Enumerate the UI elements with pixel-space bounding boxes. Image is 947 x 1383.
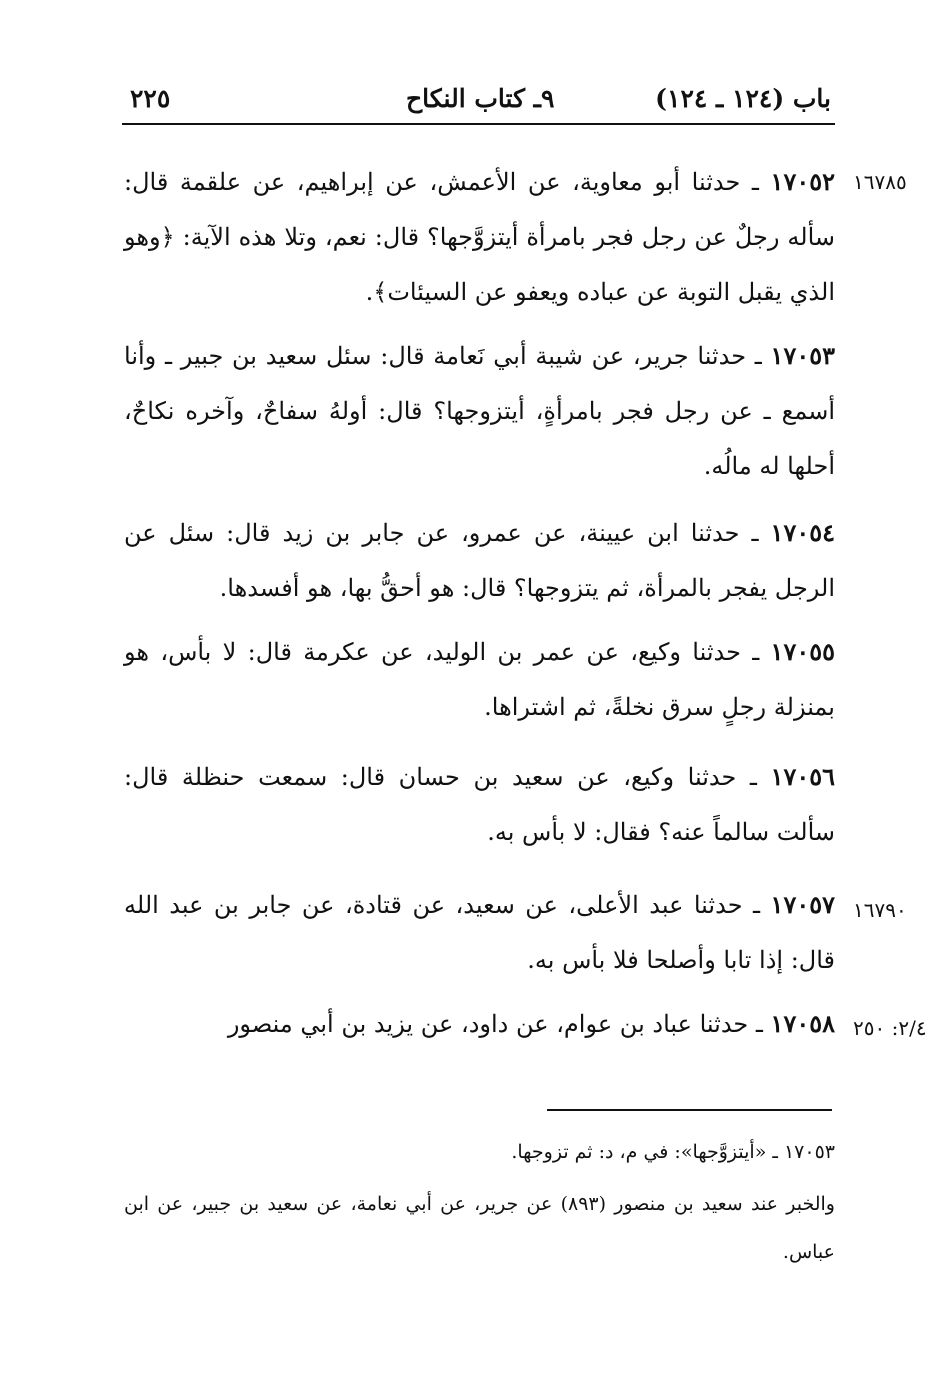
hadith-number: ١٧٠٥٣ [770, 341, 835, 370]
margin-reference: ١٦٧٩٠ [853, 898, 907, 922]
margin-reference: ١٦٧٨٥ [853, 170, 907, 194]
hadith-number: ١٧٠٥٤ [770, 518, 835, 547]
chapter-title: باب (١٢٤ ـ ١٢٤) [655, 84, 831, 113]
footnote: ١٧٠٥٣ ـ «أيتزوَّجها»: في م، د: ثم تزوجها. [511, 1141, 835, 1163]
header-rule [122, 123, 835, 125]
margin-reference: ٢/٤: ٢٥٠ [853, 1016, 927, 1040]
hadith-text: ـ حدثنا عباد بن عوام، عن داود، عن يزيد بن أبي منصور [227, 1010, 771, 1038]
hadith-number: ١٧٠٥٢ [770, 167, 835, 196]
hadith-paragraph [124, 154, 835, 320]
footnote-rule [547, 1109, 832, 1111]
page-number: ٢٢٥ [130, 84, 171, 113]
hadith-text: ـ حدثنا أبو معاوية، عن الأعمش، عن إبراهيم، عن علقمة قال: سأله رجلٌ عن رجل فجر بامرأة أيتزوَّجها؟ قال: نعم، وتلا هذه الآية: ﴿وهو الذي يقبل التوبة عن عباده ويعفو عن السيئات﴾. [124, 168, 835, 306]
hadith-text: ـ حدثنا جرير، عن شيبة أبي نَعامة قال: سئل سعيد بن جبير ـ وأنا أسمع ـ عن رجل فجر بامرأةٍ، أيتزوجها؟ قال: أولهُ سفاحٌ، وآخره نكاحٌ، أحلها له مالُه. [124, 342, 835, 480]
hadith-paragraph [124, 749, 835, 860]
page-header [122, 78, 835, 118]
hadith-paragraph [124, 505, 835, 616]
hadith-text: ـ حدثنا وكيع، عن عمر بن الوليد، عن عكرمة قال: لا بأس، هو بمنزلة رجلٍ سرق نخلةً، ثم اشتراها. [124, 638, 835, 721]
hadith-number: ١٧٠٥٨ [770, 1009, 835, 1038]
hadith-text: ـ حدثنا ابن عيينة، عن عمرو، عن جابر بن زيد قال: سئل عن الرجل يفجر بالمرأة، ثم يتزوجها؟ قال: هو أحقُّ بها، هو أفسدها. [124, 519, 835, 602]
hadith-paragraph [124, 877, 835, 988]
footnote: والخبر عند سعيد بن منصور (٨٩٣) عن جرير، عن أبي نعامة، عن سعيد بن جبير، عن ابن عباس. [124, 1193, 835, 1263]
hadith-text: ـ حدثنا عبد الأعلى، عن سعيد، عن قتادة، عن جابر بن عبد الله قال: إذا تابا وأصلحا فلا بأس به. [124, 891, 835, 974]
hadith-paragraph [124, 996, 835, 1052]
hadith-paragraph [124, 328, 835, 494]
hadith-number: ١٧٠٥٥ [770, 637, 835, 666]
hadith-number: ١٧٠٥٦ [770, 762, 836, 791]
hadith-paragraph [124, 624, 835, 735]
hadith-text: ـ حدثنا وكيع، عن سعيد بن حسان قال: سمعت حنظلة قال: سألت سالماً عنه؟ فقال: لا بأس به. [124, 763, 835, 846]
book-title: ٩ـ كتاب النكاح [406, 84, 555, 113]
hadith-number: ١٧٠٥٧ [770, 890, 835, 919]
